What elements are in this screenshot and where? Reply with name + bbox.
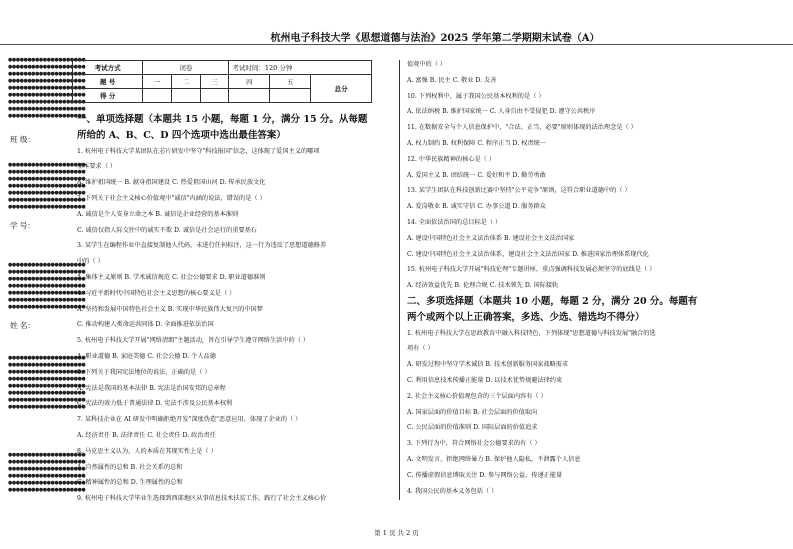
binding-dots: ●●●●●●●●●●●●●●●●●●●● — [8, 57, 86, 63]
exam-title: 杭州电子科技大学《思想道德与法治》2025 学年第二学期期末试卷（A） — [270, 33, 600, 44]
question-line: 2. 下列关于社会主义核心价值观中"诚信"内涵的说法，错误的是（ ） — [77, 195, 266, 202]
question-line: 2. 社会主义核心价值观包含的三个层面内容有（ ） — [407, 392, 547, 400]
binding-dots: ●●●●●●●●●●●●●●●●●●●● — [8, 480, 86, 486]
question-line: 值观中的（ ） — [407, 61, 447, 68]
question-line: C. 建设中国特色社会主义法治体系，建设社会主义法治国家 D. 推进国家治理体系现代化 — [407, 250, 649, 258]
question-line: 1. 杭州电子科技大学在思政教育中融入科技特色，下列体现"思想道德与科技发展"融合的选 — [407, 329, 656, 337]
binding-dots: ●●●●●●●●●●●●●●●●●●●● — [8, 92, 86, 98]
section-heading: 两个或两个以上正确答案，多选、少选、错选均不得分） — [407, 311, 645, 323]
binding-dots: ●●●●●●●●●●●●●●●●●●●● — [8, 169, 86, 175]
question-line: C. 精神属性的总和 D. 生理属性的总和 — [77, 479, 183, 487]
question-line: 10. 下列权利中，属于我国公民基本权利的是（ ） — [407, 92, 545, 100]
binding-dots: ●●●●●●●●●●●●●●●●●●●● — [8, 204, 86, 210]
question-line: A. 职业道德 B. 家庭美德 C. 社会公德 D. 个人品德 — [77, 353, 216, 360]
section-heading: 所给的 A、B、C、D 四个选项中选出最佳答案） — [77, 129, 286, 141]
question-line: 4. 我国公民的基本义务包括（ ） — [407, 487, 498, 495]
score-table — [72, 60, 372, 103]
total-label: 总分 — [311, 75, 372, 103]
score-cell[interactable] — [270, 89, 311, 103]
exam-time: 考试时间：120 分钟 — [229, 61, 372, 75]
class-field-label: 班 级： — [10, 135, 35, 144]
question-line: A. 爱国主义 B. 团结统一 C. 爱好和平 D. 勤劳勇敢 — [407, 171, 546, 179]
binding-margin — [8, 57, 86, 498]
question-line: A. 诚信是个人安身立命之本 B. 诚信是企业经营的基本准则 — [77, 210, 239, 218]
binding-dots: ●●●●●●●●●●●●●●●●●●●● — [8, 369, 86, 375]
binding-dots: ●●●●●●●●●●●●●●●●●●●● — [8, 262, 86, 268]
exam-mode-label: 考试方式 — [73, 61, 143, 75]
question-line: A. 自然属性的总和 B. 社会关系的总和 — [77, 463, 183, 471]
question-line: 12. 中华民族精神的核心是（ ） — [407, 155, 496, 163]
binding-dots: ●●●●●●●●●●●●●●●●●●●● — [8, 355, 86, 361]
question-line: 中的（ ） — [77, 258, 104, 266]
question-line: C. 推动构建人类命运共同体 D. 全面推进依法治国 — [77, 321, 214, 329]
binding-dots: ●●●●●●●●●●●●●●●●●●●● — [8, 404, 86, 410]
question-line: 6. 下列关于我国宪法地位的说法，正确的是（ ） — [77, 368, 211, 376]
binding-dots: ●●●●●●●●●●●●●●●●●●●● — [8, 473, 86, 479]
question-line: A. 集体主义原则 B. 学术诚信规范 C. 社会公德要求 D. 职业道德准则 — [77, 274, 266, 281]
question-line: A. 经济效益优先 B. 伦理合规 C. 技术领先 D. 国际接轨 — [407, 282, 559, 290]
binding-dots: ●●●●●●●●●●●●●●●●●●●● — [8, 487, 86, 493]
question-line: A. 富强 B. 民主 C. 敬业 D. 友善 — [407, 76, 497, 84]
question-line: 基本要求（ ） — [77, 163, 117, 171]
binding-dots: ●●●●●●●●●●●●●●●●●●●● — [8, 78, 86, 84]
question-line: C. 诚信仅指人际交往中的诚实不欺 D. 诚信是社会运行的重要基石 — [77, 226, 257, 234]
section-heading: 二、多项选择题（本题共 10 小题，每题 2 分，满分 20 分。每题有 — [407, 296, 698, 307]
binding-dots: ●●●●●●●●●●●●●●●●●●●● — [8, 162, 86, 168]
question-line: 14. 全面依法治国的总目标是（ ） — [407, 219, 502, 226]
question-line: A. 研发过程中坚守学术诚信 B. 技术创新服务国家战略需求 — [407, 361, 569, 369]
binding-dots: ●●●●●●●●●●●●●●●●●●●● — [8, 197, 86, 203]
binding-dots: ●●●●●●●●●●●●●●●●●●●● — [8, 85, 86, 91]
question-line: 13. 某学生团队在科技创新比赛中坚持"公平竞争"原则，这符合职业道德中的（ ） — [407, 187, 631, 195]
name-field-label: 姓 名： — [10, 321, 35, 330]
question-line: 3. 某学生在编程作业中直接复制他人代码，未进行任何标注，这一行为违反了思想道德修养 — [77, 242, 327, 250]
col-header: 五 — [270, 75, 311, 89]
binding-dots: ●●●●●●●●●●●●●●●●●●●● — [8, 459, 86, 465]
question-line: 11. 在数据安全与个人信息保护中，"合法、正当、必要"原则体现的法治理念是（ ） — [407, 124, 637, 132]
binding-dots: ●●●●●●●●●●●●●●●●●●●● — [8, 113, 86, 119]
binding-dots: ●●●●●●●●●●●●●●●●●●●● — [8, 269, 86, 275]
binding-dots: ●●●●●●●●●●●●●●●●●●●● — [8, 176, 86, 182]
question-line: 5. 杭州电子科技大学开展"网络清朗"主题活动，旨在引导学生遵守网络生活中的（ ） — [77, 337, 310, 345]
score-cell[interactable] — [200, 89, 229, 103]
question-line: C. 传播虚假信息博取关注 D. 参与网络公益，传递正能量 — [407, 471, 563, 479]
score-cell[interactable] — [229, 89, 270, 103]
binding-dots: ●●●●●●●●●●●●●●●●●●●● — [8, 283, 86, 289]
binding-dots: ●●●●●●●●●●●●●●●●●●●● — [8, 106, 86, 112]
question-line: C. 利用信息技术传播正能量 D. 以技术优势规避法律约束 — [407, 377, 563, 384]
question-line: A. 建设中国特色社会主义法治体系 B. 建设社会主义法治国家 — [407, 234, 575, 242]
question-line: A. 爱岗敬业 B. 诚实守信 C. 办事公道 D. 服务群众 — [407, 203, 546, 211]
question-line: C. 公民层面的价值准则 D. 国际层面的价值追求 — [407, 424, 538, 432]
question-line: 4. 习近平新时代中国特色社会主义思想的核心要义是（ ） — [77, 289, 236, 297]
binding-dots: ●●●●●●●●●●●●●●●●●●●● — [8, 71, 86, 77]
binding-dots: ●●●●●●●●●●●●●●●●●●●● — [8, 304, 86, 310]
question-line: 7. 某科技企业在 AI 研发中明确拒绝开发"深度伪造"恶意应用，体现了企业的（ ） — [77, 416, 302, 424]
question-line: 15. 杭州电子科技大学开展"科技伦理"专题讲座，重点强调科技发展必须坚守的底线是（ ） — [407, 266, 656, 274]
question-line: 8. 马克思主义认为，人的本质在其现实性上是（ ） — [77, 447, 217, 455]
top-rule — [0, 44, 793, 45]
exam-mode-value: 闭卷 — [143, 61, 229, 75]
question-line: A. 权力制约 B. 权利保障 C. 程序正当 D. 权责统一 — [407, 140, 546, 147]
binding-dots: ●●●●●●●●●●●●●●●●●●●● — [8, 290, 86, 296]
binding-dots: ●●●●●●●●●●●●●●●●●●●● — [8, 390, 86, 396]
binding-dots: ●●●●●●●●●●●●●●●●●●●● — [8, 297, 86, 303]
page-footer: 第 1 页 共 2 页 — [374, 529, 419, 537]
score-label: 得 分 — [73, 89, 143, 103]
question-line: 1. 杭州电子科技大学某团队在芯片研发中坚守"科技报国"信念，这体现了爱国主义的哪项 — [77, 147, 320, 155]
score-cell[interactable] — [143, 89, 172, 103]
question-line: A. 文明发言，拒绝网络暴力 B. 保护他人隐私，不泄露个人信息 — [407, 456, 581, 463]
binding-dots: ●●●●●●●●●●●●●●●●●●●● — [8, 452, 86, 458]
question-line: A. 宪法是我国的基本法律 B. 宪法是治国安邦的总章程 — [77, 384, 226, 392]
binding-dots: ●●●●●●●●●●●●●●●●●●●● — [8, 362, 86, 368]
section-heading: 一、单项选择题（本题共 15 小题，每题 1 分，满分 15 分。从每题 — [77, 114, 368, 125]
question-line: 9. 杭州电子科技大学毕业生选择到西部地区从事信息技术扶贫工作，践行了社会主义核心价 — [77, 495, 327, 503]
question-line: A. 坚持和发展中国特色社会主义 B. 实现中华民族伟大复兴的中国梦 — [77, 305, 263, 313]
binding-dots: ●●●●●●●●●●●●●●●●●●●● — [8, 466, 86, 472]
question-line: 项有（ ） — [407, 345, 434, 353]
question-line: A. 经济责任 B. 法律责任 C. 社会责任 D. 政治责任 — [77, 432, 216, 439]
column-divider — [399, 60, 400, 500]
col-header: 四 — [229, 75, 270, 89]
col-header: 一 — [143, 75, 172, 89]
binding-dots: ●●●●●●●●●●●●●●●●●●●● — [8, 99, 86, 105]
binding-dots: ●●●●●●●●●●●●●●●●●●●● — [8, 190, 86, 196]
col-header: 二 — [171, 75, 200, 89]
binding-dots: ●●●●●●●●●●●●●●●●●●●● — [8, 383, 86, 389]
binding-dots: ●●●●●●●●●●●●●●●●●●●● — [8, 276, 86, 282]
binding-dots: ●●●●●●●●●●●●●●●●●●●● — [8, 183, 86, 189]
question-line: 3. 下列行为中，符合网络社会公德要求的有（ ） — [407, 440, 541, 448]
question-line: A. 国家层面的价值目标 B. 社会层面的价值取向 — [407, 408, 538, 416]
question-number-label: 题 号 — [73, 75, 143, 89]
binding-dots: ●●●●●●●●●●●●●●●●●●●● — [8, 397, 86, 403]
binding-dots: ●●●●●●●●●●●●●●●●●●●● — [8, 376, 86, 382]
question-line: A. 维护祖国统一 B. 献身祖国建设 C. 热爱祖国山河 D. 传承民族文化 — [77, 179, 266, 187]
score-cell[interactable] — [171, 89, 200, 103]
question-line: C. 宪法的效力低于普通法律 D. 宪法不涉及公民基本权利 — [77, 400, 233, 408]
col-header: 三 — [200, 75, 229, 89]
student-id-field-label: 学 号： — [10, 221, 35, 230]
binding-dots: ●●●●●●●●●●●●●●●●●●●● — [8, 64, 86, 70]
question-line: A. 依法纳税 B. 维护国家统一 C. 人身自由不受侵犯 D. 遵守公共秩序 — [407, 108, 596, 116]
